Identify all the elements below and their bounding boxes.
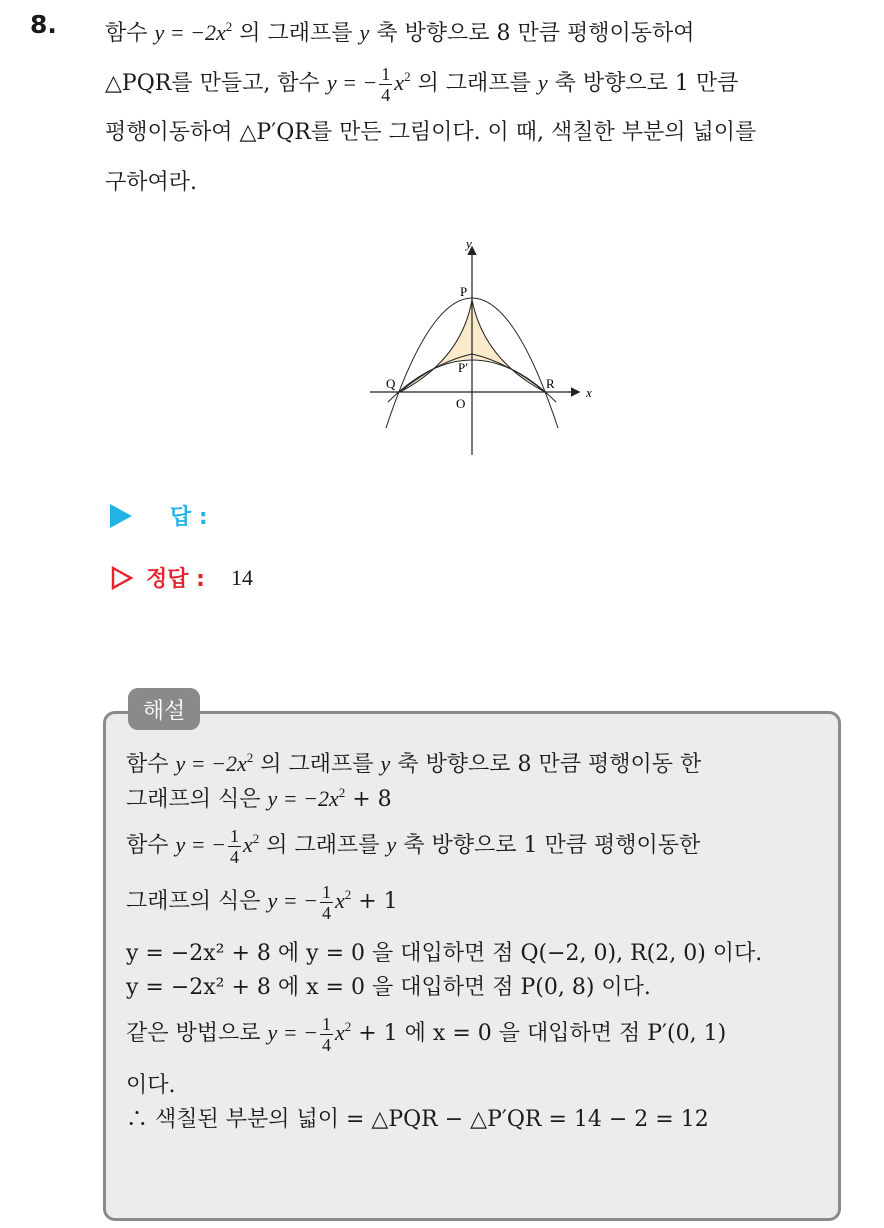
solution-tab: 해설 <box>128 688 200 730</box>
hollow-play-icon <box>110 566 134 590</box>
solution-fragment: 함수 <box>126 752 169 777</box>
solution-eq-7 <box>267 1014 352 1056</box>
question-text-fragment: △PQR를 만들고, 함수 <box>105 71 320 96</box>
solution-fragment: 같은 방법으로 <box>126 1021 261 1046</box>
solution-eq-4-prefix: y = − <box>267 888 318 913</box>
answer-label: 답 : <box>170 505 208 530</box>
solution-fragment: 의 그래프를 <box>266 833 380 858</box>
solution-line-2 <box>126 782 836 817</box>
solution-eq-3-x: x <box>242 832 253 857</box>
question-text-fragment: 의 그래프를 <box>239 21 353 46</box>
fraction-one-quarter <box>379 64 392 105</box>
solution-line-1 <box>126 747 836 782</box>
equation-1-body: y = −2x <box>154 20 226 45</box>
solution-fragment: 함수 <box>126 833 169 858</box>
solution-line-8: 이다. <box>126 1073 176 1098</box>
exponent: 2 <box>404 69 411 84</box>
fraction-numerator: 1 <box>321 1014 331 1035</box>
solution-line-3 <box>126 817 836 873</box>
solution-eq-2 <box>268 786 346 811</box>
equation-2 <box>326 64 411 106</box>
fraction-denominator: 4 <box>229 847 239 868</box>
solution-eq-4 <box>267 882 352 924</box>
solution-line-7 <box>126 1005 836 1061</box>
correct-answer-label: 정답 : <box>146 567 205 592</box>
label-pprime: P′ <box>458 360 469 375</box>
label-y: y <box>466 236 472 251</box>
solution-eq-7-x: x <box>334 1020 345 1045</box>
fraction-numerator: 1 <box>229 826 239 847</box>
solution-line-9: ∴ 색칠된 부분의 넓이 = △PQR − △P′QR = 14 − 2 = 12 <box>126 1107 709 1132</box>
fraction-denominator: 4 <box>381 85 391 106</box>
exponent: 2 <box>246 750 254 765</box>
fraction-denominator: 4 <box>321 903 331 924</box>
solution-text <box>126 745 836 1137</box>
fraction-denominator: 4 <box>321 1035 331 1056</box>
solution-line-6: y = −2x² + 8 에 x = 0 을 대입하면 점 P(0, 8) 이다. <box>126 975 651 1000</box>
label-x: x <box>586 385 592 400</box>
solution-fragment: + 8 <box>352 787 392 812</box>
answer-row <box>110 500 208 531</box>
solution-fragment: 그래프의 식은 <box>126 889 261 914</box>
parabola-figure <box>360 230 600 460</box>
fraction-one-quarter <box>320 882 333 923</box>
question-text-fragment: 축 방향으로 8 만큼 평행이동하여 <box>376 21 695 46</box>
fraction-numerator: 1 <box>381 64 391 85</box>
question-line-3: 평행이동하여 △P′QR를 만든 그림이다. 이 때, 색칠한 부분의 넓이를 <box>105 120 757 145</box>
solution-fragment: 그래프의 식은 <box>126 787 261 812</box>
label-origin: O <box>456 396 466 411</box>
exponent: 2 <box>338 785 346 800</box>
solution-fragment: 의 그래프를 <box>260 752 374 777</box>
solution-fragment: + 1 에 x = 0 을 대입하면 점 P′(0, 1) <box>358 1021 727 1046</box>
correct-answer-row <box>110 562 253 593</box>
exponent: 2 <box>344 887 352 902</box>
question-text <box>105 8 875 208</box>
correct-answer-value: 14 <box>230 564 253 590</box>
question-line-2 <box>105 58 875 108</box>
fraction-one-quarter <box>228 826 241 867</box>
play-icon <box>110 504 132 528</box>
exponent: 2 <box>252 831 260 846</box>
label-q: Q <box>386 376 396 391</box>
solution-eq-1 <box>176 751 254 776</box>
solution-line-5: y = −2x² + 8 에 y = 0 을 대입하면 점 Q(−2, 0), R(2, 0) 이다. <box>126 941 763 966</box>
solution-fragment: + 1 <box>358 889 398 914</box>
solution-eq-3 <box>175 826 260 868</box>
solution-fragment: 축 방향으로 8 만큼 평행이동 한 <box>397 752 702 777</box>
question-line-1 <box>105 8 875 58</box>
equation-1 <box>155 20 233 45</box>
solution-eq-4-x: x <box>334 888 345 913</box>
question-number: 8. <box>30 10 57 39</box>
question-text-fragment: 축 방향으로 1 만큼 <box>554 71 739 96</box>
exponent: 2 <box>344 1019 352 1034</box>
parabola-graph <box>360 230 600 460</box>
fraction-numerator: 1 <box>321 882 331 903</box>
solution-eq-3-prefix: y = − <box>175 832 226 857</box>
solution-fragment: 축 방향으로 1 만큼 평행이동한 <box>403 833 701 858</box>
y-variable: y <box>386 832 397 857</box>
solution-eq-1-body: y = −2x <box>175 751 247 776</box>
y-variable: y <box>359 20 370 45</box>
solution-line-4 <box>126 873 836 929</box>
equation-2-prefix: y = − <box>326 70 378 95</box>
solution-eq-7-prefix: y = − <box>267 1020 318 1045</box>
question-text-fragment: 함수 <box>105 21 148 46</box>
y-variable: y <box>537 70 548 95</box>
question-line-4: 구하여라. <box>105 170 198 195</box>
label-p: P <box>460 284 468 299</box>
label-r: R <box>546 376 555 391</box>
exponent: 2 <box>225 19 233 34</box>
equation-2-x: x <box>394 70 405 95</box>
fraction-one-quarter <box>320 1014 333 1055</box>
y-variable: y <box>380 751 391 776</box>
solution-eq-2-body: y = −2x <box>267 786 339 811</box>
question-text-fragment: 의 그래프를 <box>417 71 531 96</box>
